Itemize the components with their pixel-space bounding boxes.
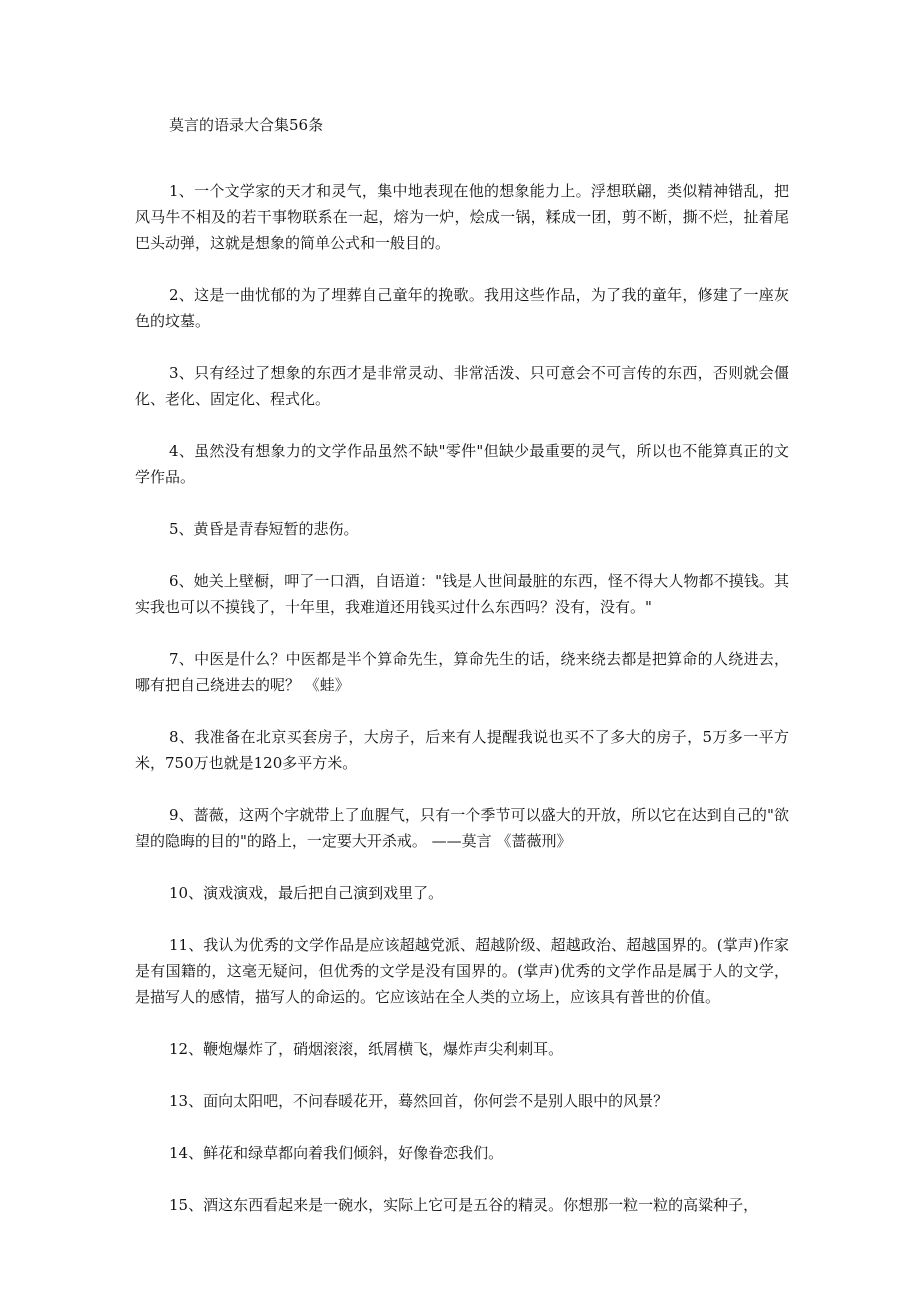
quote-paragraph: 5、黄昏是青春短暂的悲伤。 [169, 520, 359, 538]
quote-paragraph: 4、虽然没有想象力的文学作品虽然不缺"零件"但缺少最重要的灵气，所以也不能算真正的文学作品。 [135, 442, 789, 486]
quote-paragraph: 15、酒这东西看起来是一碗水，实际上它可是五谷的精灵。你想那一粒一粒的高粱种子， [169, 1196, 759, 1214]
quote-paragraph: 3、只有经过了想象的东西才是非常灵动、非常活泼、只可意会不可言传的东西，否则就会僵化、老化、固定化、程式化。 [135, 364, 789, 408]
document-title: 莫言的语录大合集56条 [169, 116, 324, 134]
quote-paragraph: 2、这是一曲忧郁的为了埋葬自己童年的挽歌。我用这些作品，为了我的童年，修建了一座灰色的坟墓。 [135, 286, 789, 330]
quote-paragraph: 13、面向太阳吧，不问春暖花开，蓦然回首，你何尝不是别人眼中的风景？ [169, 1092, 669, 1110]
quote-paragraph: 10、演戏演戏，最后把自己演到戏里了。 [169, 884, 444, 902]
quote-paragraph: 1、一个文学家的天才和灵气，集中地表现在他的想象能力上。浮想联翩，类似精神错乱，把风马牛不相及的若干事物联系在一起，熔为一炉，烩成一锅，糅成一团，剪不断，撕不烂，扯着尾巴头动弹，这就是想象的简单公式和一般目的。 [135, 182, 789, 252]
quote-paragraph: 7、中医是什么？中医都是半个算命先生，算命先生的话，绕来绕去都是把算命的人绕进去，哪有把自己绕进去的呢？ 《蛙》 [135, 650, 789, 694]
quote-paragraph: 12、鞭炮爆炸了，硝烟滚滚，纸屑横飞，爆炸声尖利刺耳。 [169, 1040, 564, 1058]
quote-paragraph: 8、我准备在北京买套房子，大房子，后来有人提醒我说也买不了多大的房子，5万多一平方米，750万也就是120多平方米。 [135, 728, 789, 772]
quote-paragraph: 11、我认为优秀的文学作品是应该超越党派、超越阶级、超越政治、超越国界的。(掌声)作家是有国籍的，这毫无疑问，但优秀的文学是没有国界的。(掌声)优秀的文学作品是属于人的文学，是描写人的感情，描写人的命运的。它应该站在全人类的立场上，应该具有普世的价值。 [135, 936, 789, 1006]
quote-paragraph: 9、蔷薇，这两个字就带上了血腥气，只有一个季节可以盛大的开放，所以它在达到自己的"欲望的隐晦的目的"的路上，一定要大开杀戒。 ——莫言 《蔷薇刑》 [135, 806, 789, 850]
quote-paragraph: 6、她关上壁橱，呷了一口酒，自语道："钱是人世间最脏的东西，怪不得大人物都不摸钱。其实我也可以不摸钱了，十年里，我难道还用钱买过什么东西吗？没有，没有。" [135, 572, 789, 616]
quote-list [135, 178, 789, 1244]
quote-paragraph: 14、鲜花和绿草都向着我们倾斜，好像眷恋我们。 [169, 1144, 504, 1162]
